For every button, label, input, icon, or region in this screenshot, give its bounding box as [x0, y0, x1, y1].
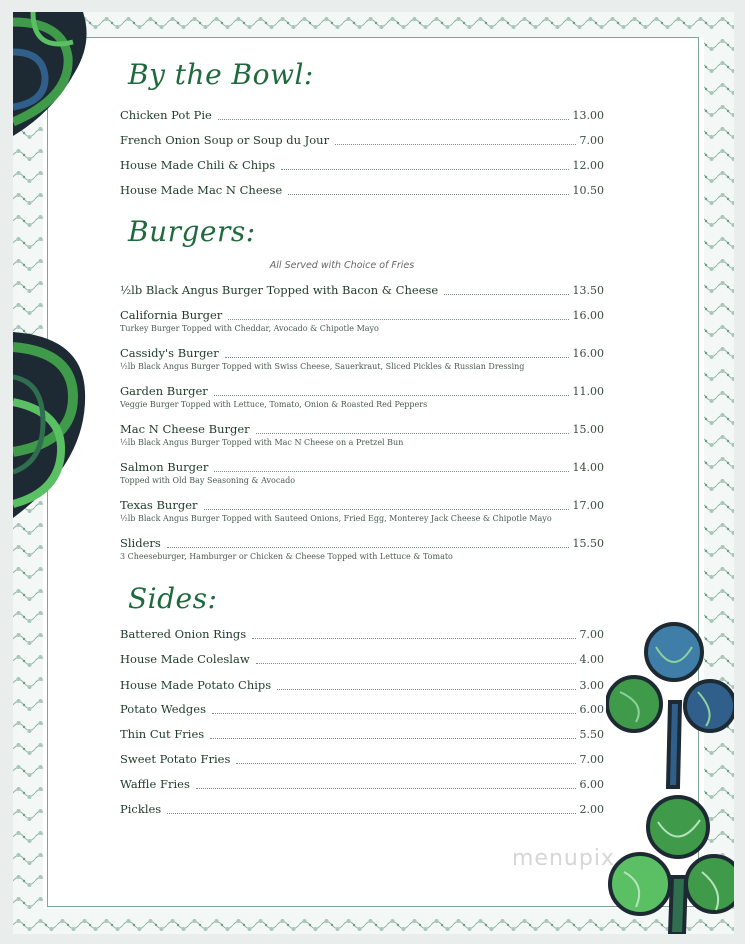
menu-item-price: 13.00	[572, 109, 604, 122]
menu-item	[120, 678, 604, 694]
menu-item-name: ½lb Black Angus Burger Topped with Bacon & Cheese	[120, 283, 439, 297]
menu-item-name: House Made Potato Chips	[120, 678, 272, 692]
menu-item-name: Pickles	[120, 802, 162, 816]
dot-leader	[210, 737, 575, 739]
dot-leader	[214, 470, 568, 472]
menu-item-price: 7.00	[579, 134, 604, 147]
menu-item-price: 6.00	[579, 703, 604, 716]
menu-item	[120, 702, 604, 718]
menu-item-name: House Made Chili & Chips	[120, 158, 276, 172]
menu-item-description: Topped with Old Bay Seasoning & Avocado	[120, 476, 296, 485]
dot-leader	[256, 432, 569, 434]
menu-item-price: 7.00	[579, 753, 604, 766]
menu-item	[120, 422, 604, 438]
menu-item-name: Chicken Pot Pie	[120, 108, 212, 122]
section-title-bowl: By the Bowl:	[128, 58, 314, 91]
menu-item-name: Garden Burger	[120, 384, 208, 398]
dot-leader	[218, 118, 569, 120]
dot-leader	[281, 168, 568, 170]
menu-item-price: 12.00	[572, 159, 604, 172]
menu-item-name: Sliders	[120, 536, 161, 550]
menu-item-name: French Onion Soup or Soup du Jour	[120, 133, 330, 147]
menu-item	[120, 133, 604, 149]
menu-item-price: 14.00	[572, 461, 604, 474]
menu-item-price: 4.00	[579, 653, 604, 666]
menu-item	[120, 627, 604, 643]
dot-leader	[225, 356, 569, 358]
menu-item-description: ½lb Black Angus Burger Topped with Sauteed Onions, Fried Egg, Monterey Jack Cheese & Chipotle Mayo	[120, 514, 552, 523]
menu-item-name: Salmon Burger	[120, 460, 209, 474]
menu-item	[120, 384, 604, 400]
menu-item-name: Thin Cut Fries	[120, 727, 205, 741]
menu-item-name: Potato Wedges	[120, 702, 206, 716]
menu-item	[120, 108, 604, 124]
menu-item	[120, 802, 604, 818]
dot-leader	[167, 812, 575, 814]
dot-leader	[167, 546, 569, 548]
menu-item-name: Mac N Cheese Burger	[120, 422, 250, 436]
dot-leader	[444, 293, 568, 295]
menu-item-price: 7.00	[579, 628, 604, 641]
menu-item-name: House Made Mac N Cheese	[120, 183, 283, 197]
menu-item-name: Cassidy's Burger	[120, 346, 219, 360]
dot-leader	[196, 787, 576, 789]
dot-leader	[228, 318, 568, 320]
menu-item-price: 17.00	[572, 499, 604, 512]
dot-leader	[236, 762, 575, 764]
menu-item-price: 16.00	[572, 347, 604, 360]
menu-item-description: Veggie Burger Topped with Lettuce, Tomato, Onion & Roasted Red Peppers	[120, 400, 428, 409]
dot-leader	[256, 662, 576, 664]
section-title-burgers: Burgers:	[128, 215, 256, 248]
dot-leader	[277, 688, 575, 690]
menu-item	[120, 777, 604, 793]
menu-item-price: 3.00	[579, 679, 604, 692]
menu-item	[120, 498, 604, 514]
menu-item	[120, 727, 604, 743]
menu-item-name: Battered Onion Rings	[120, 627, 247, 641]
menu-item	[120, 752, 604, 768]
menu-item-description: ½lb Black Angus Burger Topped with Swiss Cheese, Sauerkraut, Sliced Pickles & Russian Dressing	[120, 362, 525, 371]
dot-leader	[212, 712, 576, 714]
menu-item-price: 10.50	[572, 184, 604, 197]
section-title-sides: Sides:	[128, 582, 218, 615]
dot-leader	[335, 143, 575, 145]
menu-item	[120, 536, 604, 552]
dot-leader	[288, 193, 568, 195]
dot-leader	[214, 394, 569, 396]
burgers-note: All Served with Choice of Fries	[269, 260, 415, 271]
dot-leader	[204, 508, 569, 510]
watermark-logo: menupix	[512, 846, 615, 871]
menu-item-name: Texas Burger	[120, 498, 198, 512]
menu-item-name: California Burger	[120, 308, 223, 322]
menu-item-description: ½lb Black Angus Burger Topped with Mac N Cheese on a Pretzel Bun	[120, 438, 404, 447]
dot-leader	[252, 637, 575, 639]
menu-item	[120, 346, 604, 362]
menu-item	[120, 283, 604, 299]
menu-item	[120, 308, 604, 324]
menu-item-price: 15.00	[572, 423, 604, 436]
menu-item-price: 6.00	[579, 778, 604, 791]
menu-item-name: House Made Coleslaw	[120, 652, 250, 666]
menu-item-price: 13.50	[572, 284, 604, 297]
menu-item	[120, 652, 604, 668]
menu-item	[120, 158, 604, 174]
menu-item-price: 2.00	[579, 803, 604, 816]
menu-item	[120, 460, 604, 476]
menu-item-name: Sweet Potato Fries	[120, 752, 231, 766]
menu-item-price: 16.00	[572, 309, 604, 322]
menu-item	[120, 183, 604, 199]
menu-item-price: 5.50	[579, 728, 604, 741]
menu-item-name: Waffle Fries	[120, 777, 190, 791]
menu-item-price: 11.00	[572, 385, 604, 398]
menu-item-description: Turkey Burger Topped with Cheddar, Avocado & Chipotle Mayo	[120, 324, 379, 333]
menu-item-price: 15.50	[572, 537, 604, 550]
menu-item-description: 3 Cheeseburger, Hamburger or Chicken & Cheese Topped with Lettuce & Tomato	[120, 552, 453, 561]
